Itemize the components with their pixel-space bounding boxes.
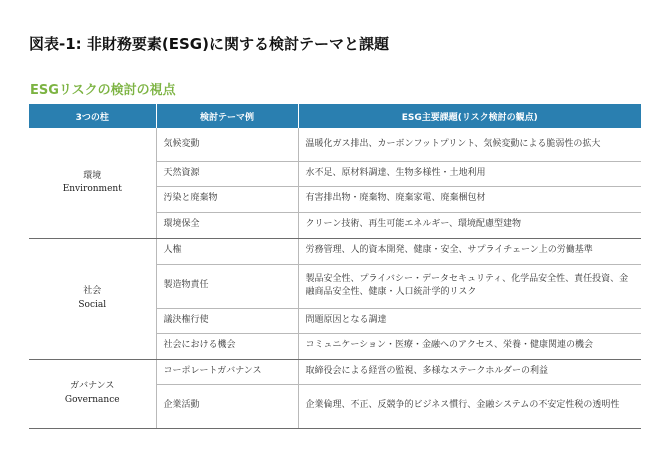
pillar-name-jp: 社会 [83,286,102,297]
theme-cell: 企業活動 [156,384,298,428]
pillar-cell-environment [29,128,156,238]
theme-cell: 人権 [156,238,298,264]
issues-cell: 労務管理、人的資本開発、健康・安全、サプライチェーン上の労働基準 [298,238,641,264]
table-row [29,128,641,161]
header-issues: ESG主要課題(リスク検討の観点) [298,104,641,128]
pillar-cell-social [29,238,156,359]
pillar-name-en: Environment [62,183,122,194]
pillar-cell-governance [29,359,156,428]
esg-table [29,104,641,429]
issues-cell: 企業倫理、不正、反競争的ビジネス慣行、金融システムの不安定性税の透明性 [298,384,641,428]
theme-cell: 気候変動 [156,128,298,161]
theme-cell: コーポレートガバナンス [156,359,298,384]
theme-cell: 汚染と廃棄物 [156,186,298,212]
issues-cell: コミュニケーション・医療・金融へのアクセス、栄養・健康関連の機会 [298,333,641,359]
table-row [29,359,641,384]
table-header-row [29,104,641,128]
issues-cell: 温暖化ガス排出、カーボンフットプリント、気候変動による脆弱性の拡大 [298,128,641,161]
issues-cell: クリーン技術、再生可能エネルギー、環境配慮型建物 [298,212,641,238]
issues-cell: 製品安全性、プライバシー・データセキュリティ、化学品安全性、責任投資、金融商品安全性、健康・人口統計学的リスク [298,264,641,308]
theme-cell: 天然資源 [156,161,298,186]
figure-title: 図表-1: 非財務要素(ESG)に関する検討テーマと課題 [29,35,389,53]
pillar-name-en: Social [78,299,107,310]
header-themes: 検討テーマ例 [156,104,298,128]
pillar-name-jp: ガバナンス [70,381,115,392]
theme-cell: 製造物責任 [156,264,298,308]
header-pillars: 3つの柱 [29,104,156,128]
issues-cell: 水不足、原材料調達、生物多様性・土地利用 [298,161,641,186]
issues-cell: 取締役会による経営の監視、多様なステークホルダーの利益 [298,359,641,384]
issues-cell: 有害排出物・廃棄物、廃棄家電、廃棄梱包材 [298,186,641,212]
section-title: ESGリスクの検討の視点 [30,83,176,98]
issues-cell: 問題原因となる調達 [298,308,641,333]
theme-cell: 社会における機会 [156,333,298,359]
theme-cell: 議決権行使 [156,308,298,333]
table-row [29,238,641,264]
pillar-name-jp: 環境 [83,170,102,181]
theme-cell: 環境保全 [156,212,298,238]
pillar-name-en: Governance [64,394,120,405]
